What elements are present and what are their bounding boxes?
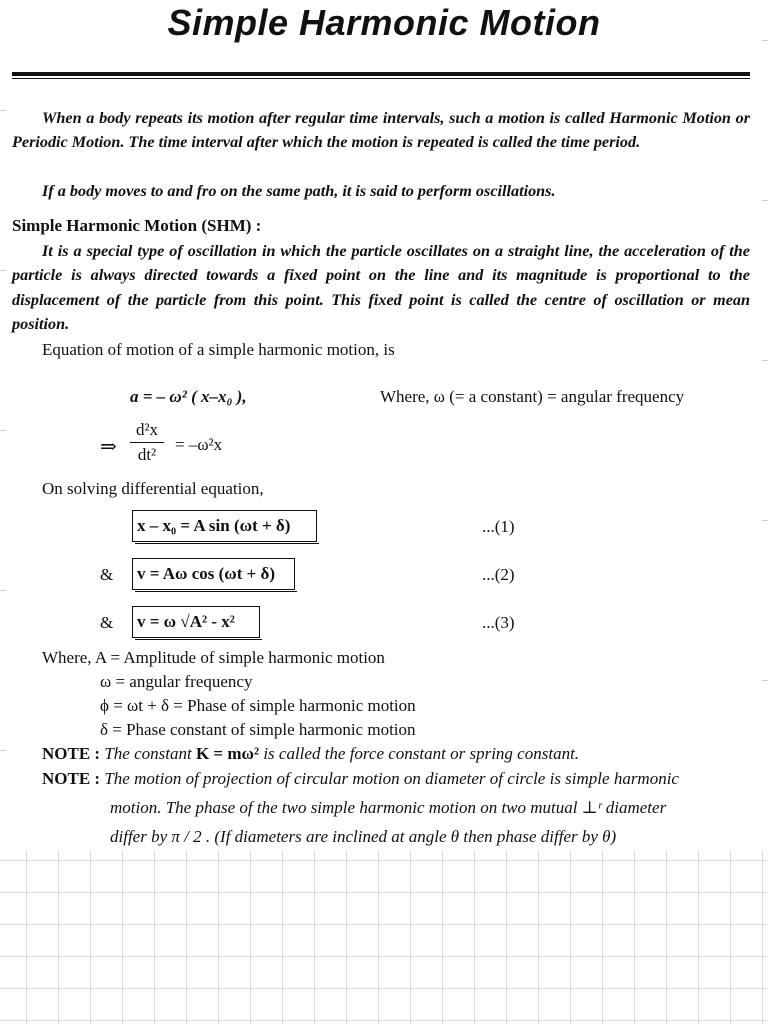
margin-tick bbox=[0, 270, 6, 271]
intro-paragraph-2: If a body moves to and fro on the same path, it is said to perform oscillations. bbox=[42, 182, 556, 200]
acceleration-equation: a = – ω² ( x–x₀ ), bbox=[130, 387, 247, 406]
fraction-denominator: dt² bbox=[137, 445, 157, 464]
equation-2-number: ...(2) bbox=[482, 565, 515, 584]
margin-tick bbox=[0, 110, 6, 111]
note-1 bbox=[42, 742, 579, 766]
note-label: NOTE : bbox=[42, 744, 101, 763]
fraction-rhs: = –ω²x bbox=[175, 435, 223, 454]
section-heading: Simple Harmonic Motion (SHM) : bbox=[12, 216, 262, 235]
definition-phase-constant: δ = Phase constant of simple harmonic motion bbox=[100, 720, 416, 739]
implies-symbol: ⇒ bbox=[100, 436, 117, 458]
grid-paper bbox=[0, 850, 768, 1024]
equation-2-box: v = Aω cos (ωt + δ) bbox=[132, 558, 295, 590]
margin-tick bbox=[0, 750, 6, 751]
note-1-text-c: is called the force constant or spring constant. bbox=[259, 744, 580, 763]
fraction-bar bbox=[130, 442, 164, 443]
second-derivative-fraction bbox=[130, 420, 164, 465]
ampersand-2: & bbox=[100, 613, 114, 632]
definition-phase: ϕ = ωt + δ = Phase of simple harmonic motion bbox=[100, 696, 416, 715]
title-rule-thin bbox=[12, 78, 750, 79]
equation-1-box: x – x₀ = A sin (ωt + δ) bbox=[132, 510, 317, 542]
margin-tick bbox=[0, 590, 6, 591]
page-title: Simple Harmonic Motion bbox=[167, 2, 601, 43]
note-2 bbox=[42, 767, 679, 791]
fraction-numerator: d²x bbox=[135, 420, 159, 439]
margin-tick bbox=[0, 430, 6, 431]
definition-amplitude: Where, A = Amplitude of simple harmonic motion bbox=[42, 648, 385, 667]
equation-3-number: ...(3) bbox=[482, 613, 515, 632]
note-2-line-1: The motion of projection of circular motion on diameter of circle is simple harmonic bbox=[104, 769, 679, 788]
note-2-line-2: motion. The phase of the two simple harmonic motion on two mutual ⊥ʳ diameter bbox=[110, 798, 667, 817]
margin-tick bbox=[762, 680, 768, 681]
solving-text: On solving differential equation, bbox=[42, 479, 264, 498]
intro-paragraph-1: When a body repeats its motion after regular time intervals, such a motion is called Harmonic Motion or Periodic Motion. The time interval after which the motion is repeated is called the time period. bbox=[12, 109, 750, 152]
definition-omega: ω = angular frequency bbox=[100, 672, 253, 691]
note-label: NOTE : bbox=[42, 769, 101, 788]
equation-3-box: v = ω √A² - x² bbox=[132, 606, 260, 638]
omega-definition: Where, ω (= a constant) = angular frequency bbox=[380, 387, 685, 406]
margin-tick bbox=[762, 360, 768, 361]
note-2-line-3: differ by π / 2 . (If diameters are inclined at angle θ then phase differ by θ) bbox=[110, 827, 617, 846]
equation-intro: Equation of motion of a simple harmonic motion, is bbox=[42, 340, 395, 359]
equation-1-number: ...(1) bbox=[482, 517, 515, 536]
note-1-formula: K = mω² bbox=[195, 744, 260, 763]
margin-tick bbox=[762, 520, 768, 521]
title-rule-thick bbox=[12, 72, 750, 76]
ampersand-1: & bbox=[100, 565, 114, 584]
shm-definition: It is a special type of oscillation in which the particle oscillates on a straight line, the acceleration of the particle is always directed towards a fixed point on the line and its magnitude is proportional to the displacement of the particle from this point. This fixed point is called the centre of oscillation or mean position. bbox=[12, 242, 750, 333]
note-1-text-a: The constant bbox=[104, 744, 196, 763]
margin-tick bbox=[762, 200, 768, 201]
